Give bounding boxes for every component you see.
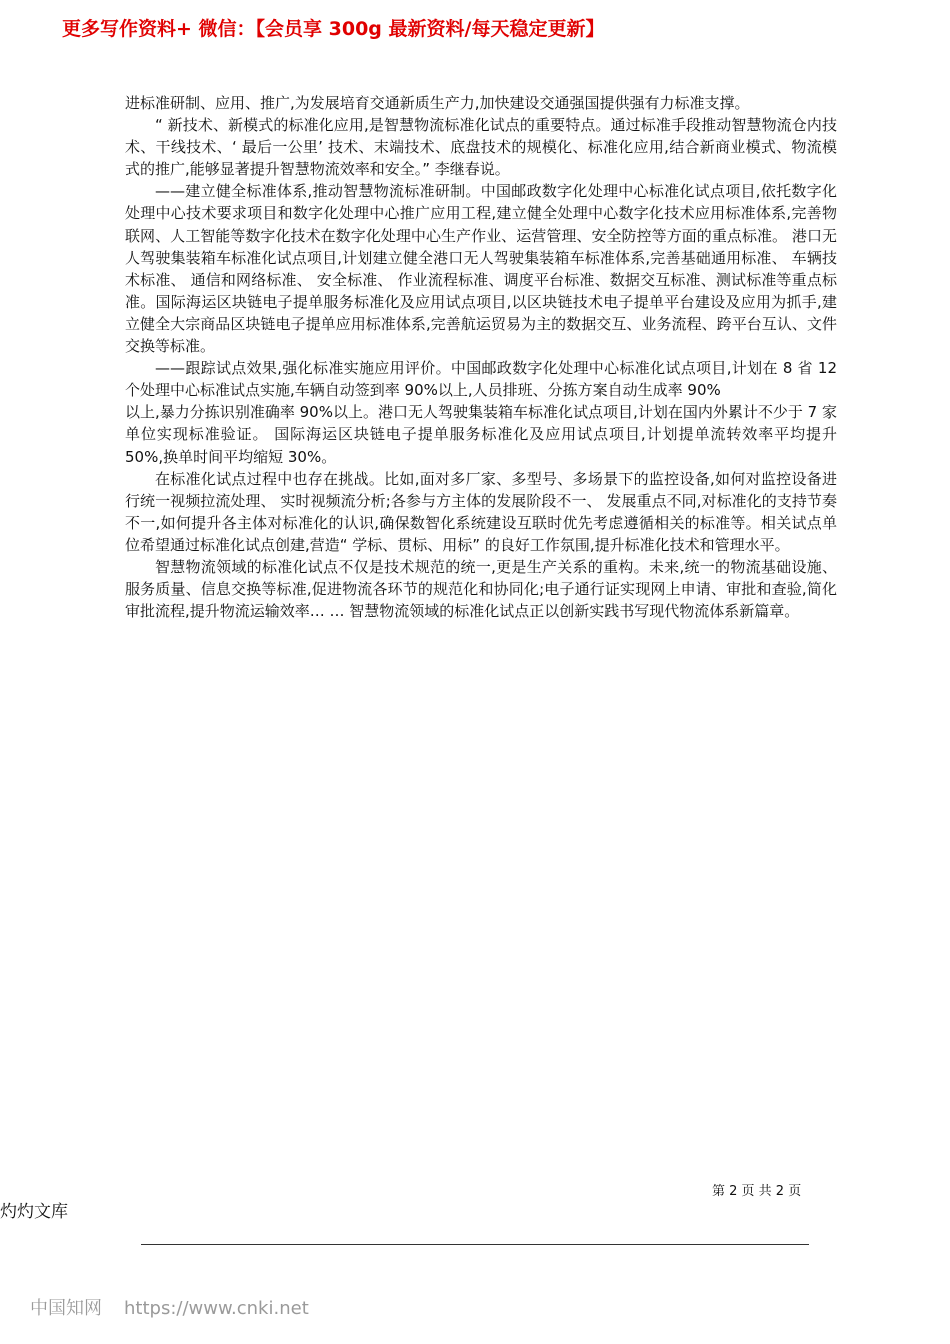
paragraph-1: 进标准研制、应用、推广,为发展培育交通新质生产力,加快建设交通强国提供强有力标准支撑。 [125, 94, 750, 112]
article-body [125, 92, 837, 622]
paragraph-3: ——建立健全标准体系,推动智慧物流标准研制。中国邮政数字化处理中心标准化试点项目,依托数字化处理中心技术要求项目和数字化处理中心推广应用工程,建立健全处理中心数字化技术应用标准体系,完善物联网、人工智能等数字化技术在数字化处理中心生产作业、运营管理、安全防控等方面的重点标准。 港口无人驾驶集装箱车标准化试点项目,计划建立健全港口无人驾驶集装箱车标准体系,完善基础通用标准、 车辆技术标准、 通信和网络标准、 安全标准、 作业流程标准、调度平台标准、数据交互标准、测试标准等重点标准。国际海运区块链电子提单服务标准化及应用试点项目,以区块链技术电子提单平台建设及应用为抓手,建立健全大宗商品区块链电子提单应用标准体系,完善航运贸易为主的数据交互、业务流程、跨平台互认、文件交换等标准。 [125, 182, 837, 356]
paragraph-7: 智慧物流领域的标准化试点不仅是技术规范的统一,更是生产关系的重构。未来,统一的物流基础设施、服务质量、信息交换等标准,促进物流各环节的规范化和协同化;电子通行证实现网上申请、审批和查验,简化审批流程,提升物流运输效率… … 智慧物流领域的标准化试点正以创新实践书写现代物流体系新篇章。 [125, 557, 837, 621]
paragraph-5: 以上,暴力分拣识别准确率 90%以上。港口无人驾驶集装箱车标准化试点项目,计划在国内外累计不少于 7 家单位实现标准验证。 国际海运区块链电子提单服务标准化及应用试点项目,计划提单流转效率平均提升 50%,换单时间平均缩短 30%。 [125, 403, 837, 466]
cnki-watermark [30, 1294, 309, 1320]
paragraph-2: “ 新技术、新模式的标准化应用,是智慧物流标准化试点的重要特点。通过标准手段推动智慧物流仓内技术、干线技术、‘ 最后一公里’ 技术、末端技术、底盘技术的规模化、标准化应用,结合新商业模式、物流模式的推广,能够显著提升智慧物流效率和安全。” 李继春说。 [125, 116, 837, 179]
watermark-url: https://www.cnki.net [124, 1298, 309, 1319]
library-name: 灼灼文库 [0, 1202, 68, 1222]
paragraph-4: ——跟踪试点效果,强化标准实施应用评价。中国邮政数字化处理中心标准化试点项目,计划在 8 省 12 个处理中心标准试点实施,车辆自动签到率 90%以上,人员排班、分拣方案自动生成率 90% [125, 359, 837, 400]
paragraph-6: 在标准化试点过程中也存在挑战。比如,面对多厂家、多型号、多场景下的监控设备,如何对监控设备进行统一视频拉流处理、 实时视频流分析;各参与方主体的发展阶段不一、 发展重点不同,对标准化的支持节奏不一,如何提升各主体对标准化的认识,确保数智化系统建设互联时优先考虑遵循相关的标准等。相关试点单位希望通过标准化试点创建,营造“ 学标、贯标、用标” 的良好工作氛围,提升标准化技术和管理水平。 [125, 469, 837, 554]
page-number: 第 2 页 共 2 页 [712, 1184, 802, 1199]
watermark-logo-text: 中国知网 [30, 1298, 102, 1319]
promo-banner: 更多写作资料+ 微信：【会员享 300g 最新资料/每天稳定更新】 [62, 18, 605, 40]
footer-divider [141, 1244, 809, 1245]
